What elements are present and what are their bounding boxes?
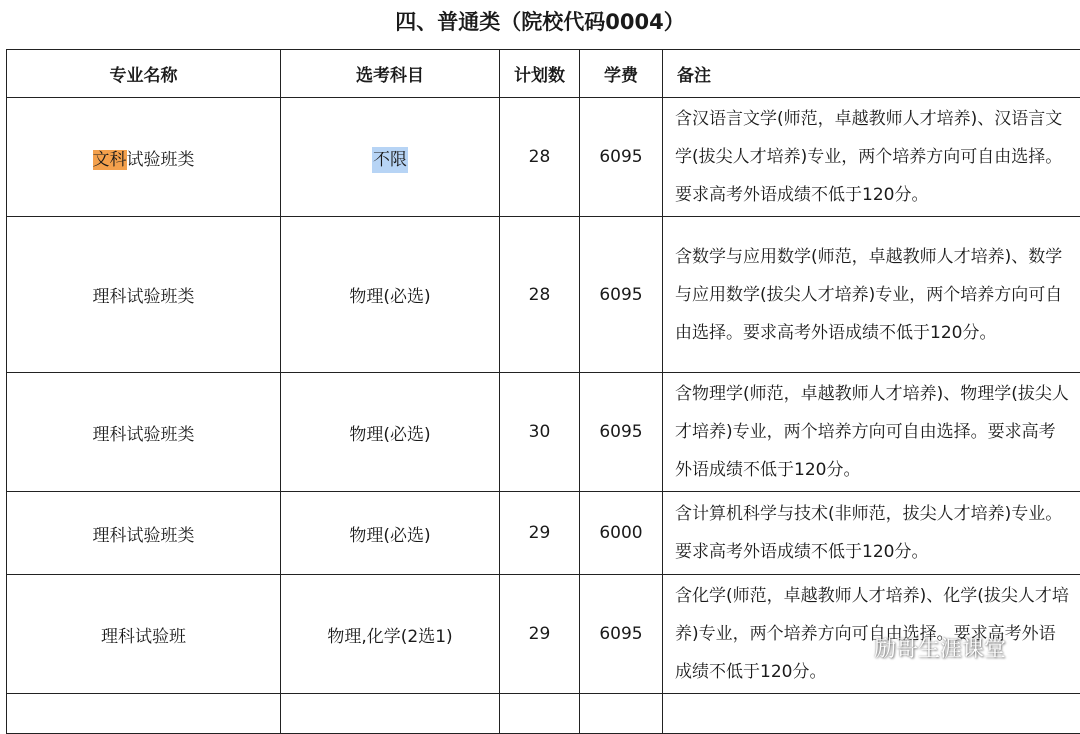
table-row: [7, 98, 1080, 217]
wechat-logo-icon: [846, 639, 870, 659]
remarks-cell: 含物理学(师范，卓越教师人才培养)、物理学(拔尖人才培养)专业，两个培养方向可自由选择。要求高考外语成绩不低于120分。: [663, 373, 1080, 492]
subjects-cell: 物理,化学(2选1): [281, 575, 500, 694]
header-major-name: 专业名称: [7, 50, 281, 98]
plan-count-cell: 29: [500, 575, 580, 694]
tuition-cell: 6095: [580, 217, 663, 373]
table-row: [7, 373, 1080, 492]
watermark: [846, 632, 1006, 663]
plan-count-cell: 28: [500, 217, 580, 373]
page-title: 四、普通类（院校代码0004）: [0, 0, 1080, 44]
table-row: [7, 492, 1080, 575]
subjects-cell: 物理(必选): [281, 373, 500, 492]
subjects-cell: [281, 98, 500, 217]
remarks-cell: 含数学与应用数学(师范，卓越教师人才培养)、数学与应用数学(拔尖人才培养)专业，两个培养方向可自由选择。要求高考外语成绩不低于120分。: [663, 217, 1080, 373]
table-row-partial: [7, 694, 1080, 734]
watermark-text: 励哥生涯课堂: [874, 637, 1006, 662]
header-remarks: 备注: [663, 50, 1080, 98]
selected-text: 不限: [372, 147, 408, 173]
major-name-text: 试验班类: [127, 150, 195, 170]
highlighted-text: 文科: [93, 150, 127, 170]
subjects-cell: 物理(必选): [281, 217, 500, 373]
subjects-cell: 物理(必选): [281, 492, 500, 575]
header-subjects: 选考科目: [281, 50, 500, 98]
plan-count-cell: 30: [500, 373, 580, 492]
remarks-cell: 含汉语言文学(师范，卓越教师人才培养)、汉语言文学(拔尖人才培养)专业，两个培养方向可自由选择。要求高考外语成绩不低于120分。: [663, 98, 1080, 217]
tuition-cell: 6095: [580, 98, 663, 217]
remarks-cell: 含计算机科学与技术(非师范，拔尖人才培养)专业。要求高考外语成绩不低于120分。: [663, 492, 1080, 575]
major-name-cell: 理科试验班类: [7, 492, 281, 575]
header-tuition: 学费: [580, 50, 663, 98]
tuition-cell: 6095: [580, 575, 663, 694]
major-name-cell: 理科试验班: [7, 575, 281, 694]
table-row: [7, 217, 1080, 373]
tuition-cell: 6095: [580, 373, 663, 492]
major-name-cell: 理科试验班类: [7, 373, 281, 492]
tuition-cell: 6000: [580, 492, 663, 575]
header-row: [7, 50, 1080, 98]
header-plan-count: 计划数: [500, 50, 580, 98]
major-name-cell: [7, 98, 281, 217]
plan-count-cell: 28: [500, 98, 580, 217]
remarks-cell: 含化学(师范，卓越教师人才培养)、化学(拔尖人才培养)专业，两个培养方向可自由选择。要求高考外语成绩不低于120分。: [663, 575, 1080, 694]
major-name-cell: 理科试验班类: [7, 217, 281, 373]
plan-count-cell: 29: [500, 492, 580, 575]
